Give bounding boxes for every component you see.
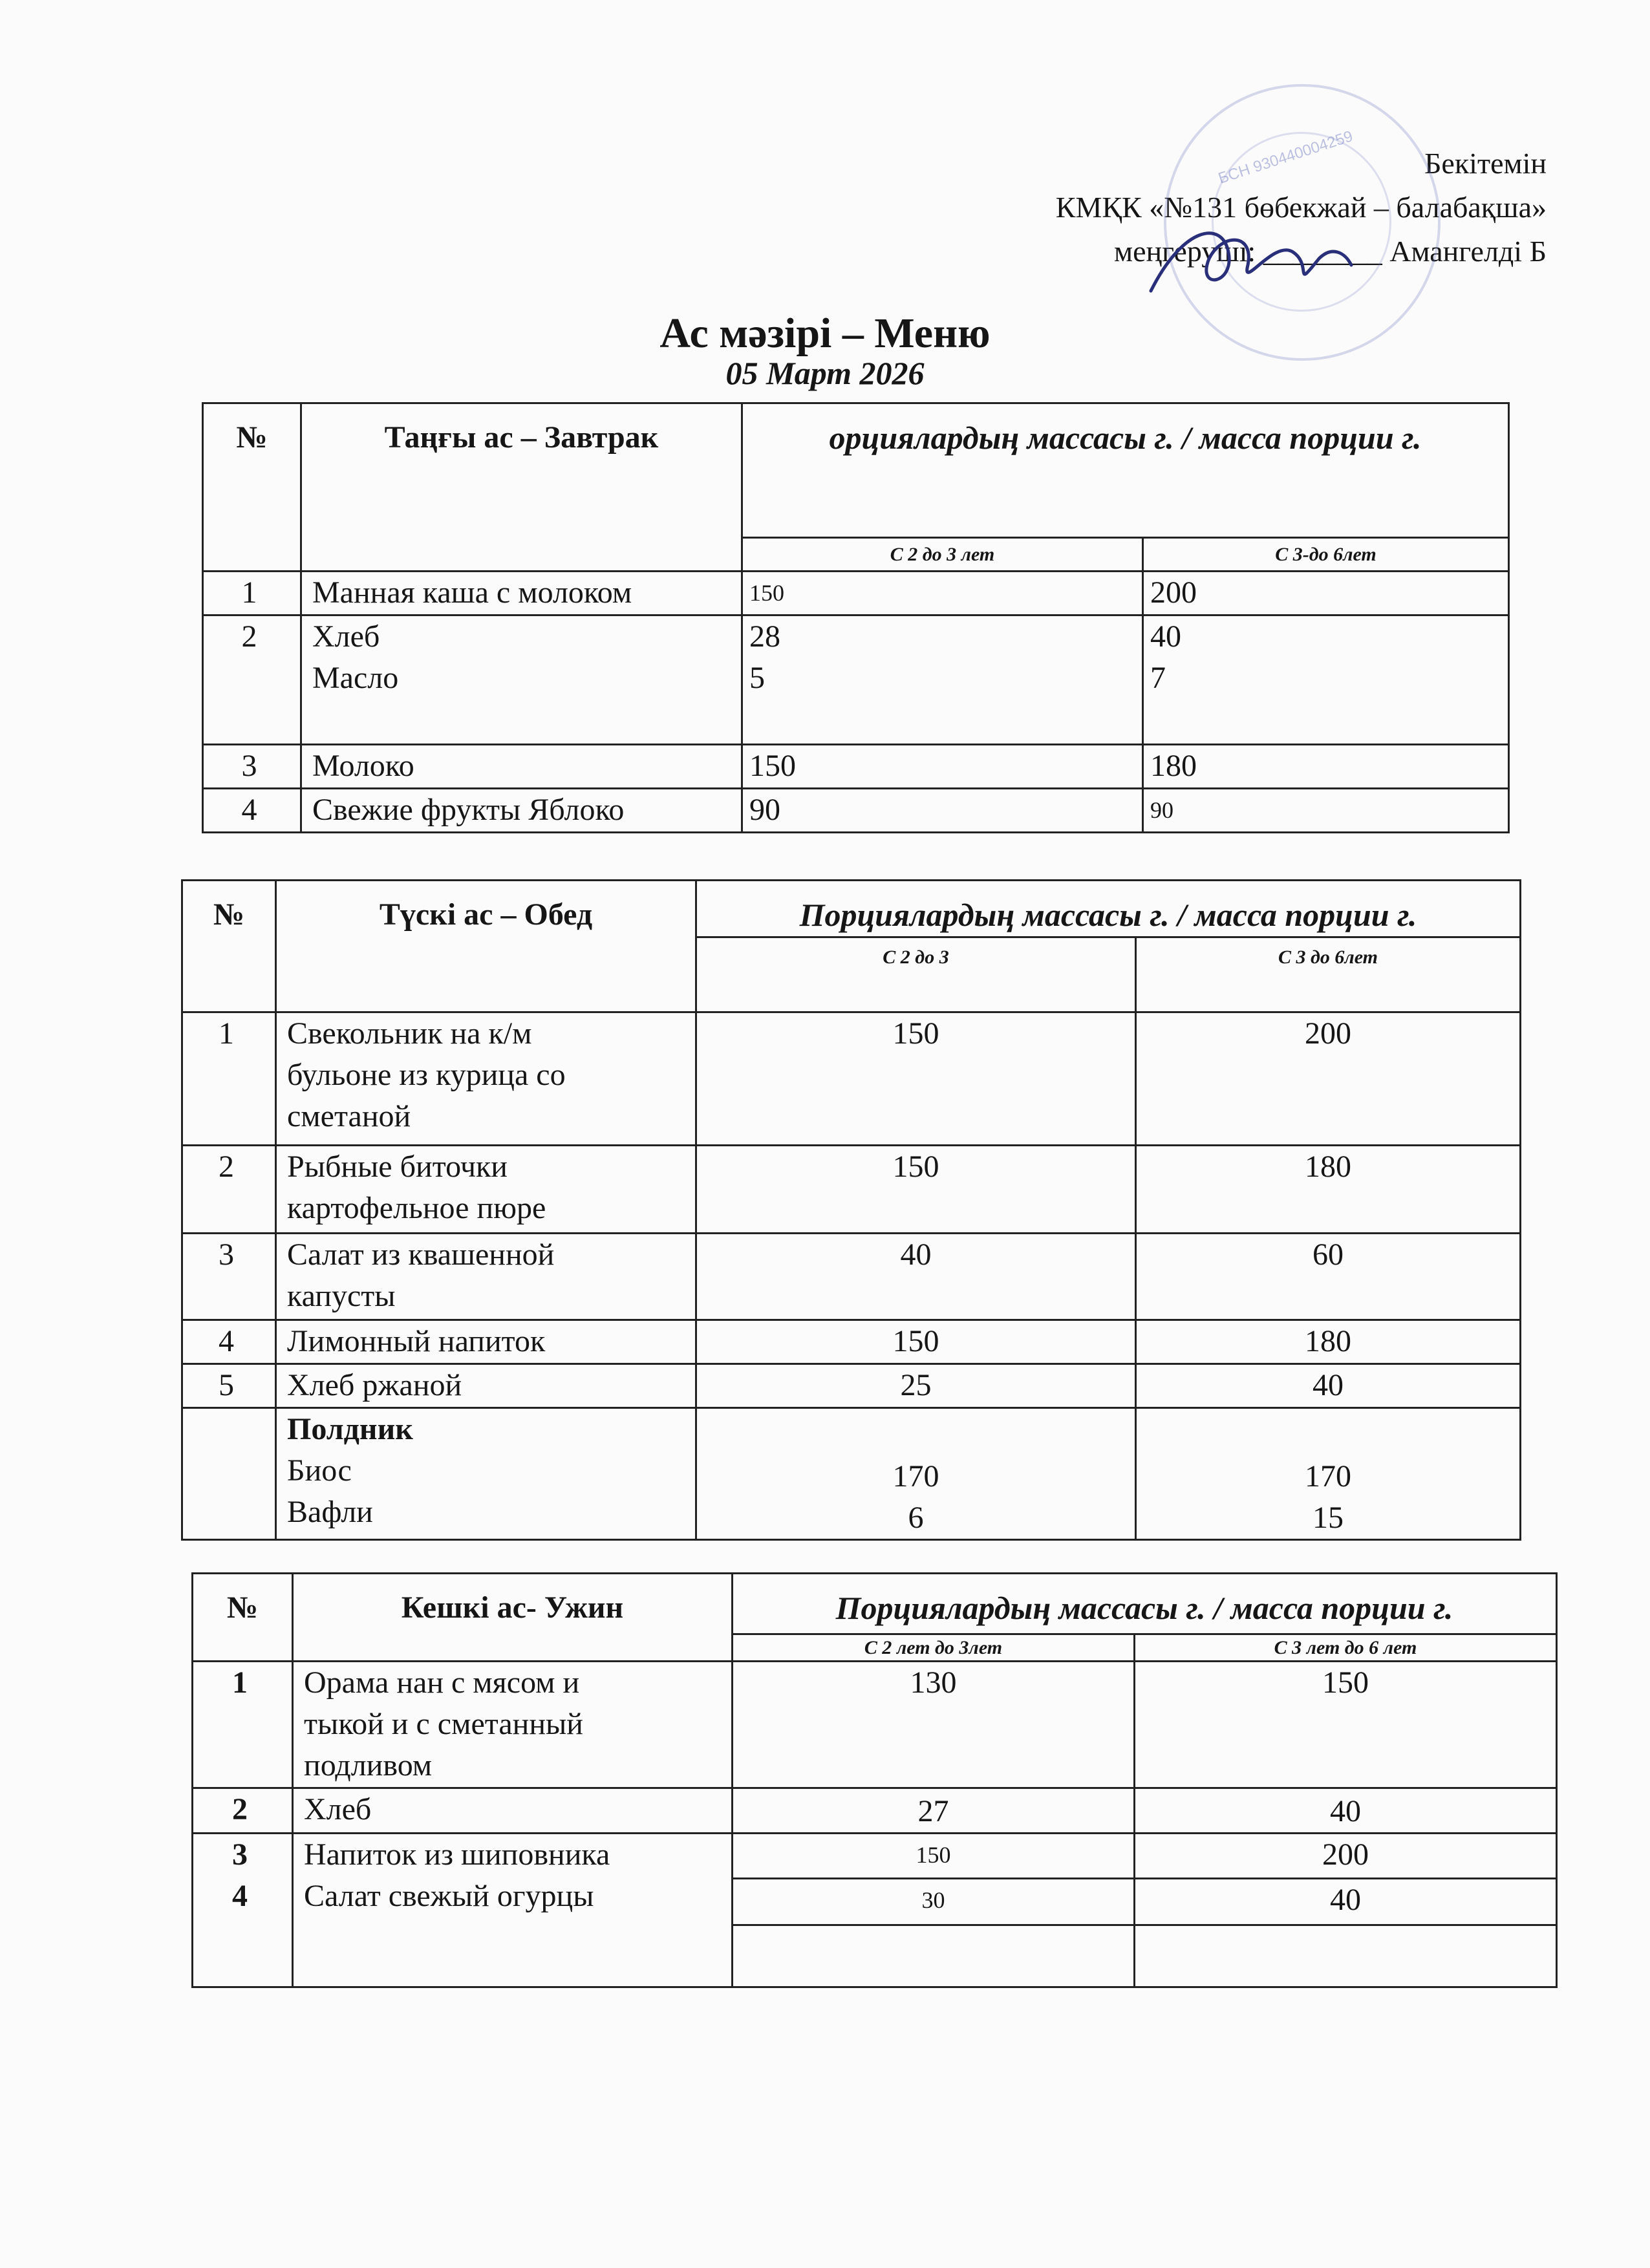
row-number: 3: [203, 745, 301, 789]
row-number-empty: [182, 1408, 276, 1540]
breakfast-meal-header: Таңғы ас – Завтрак: [301, 403, 742, 572]
portion-3-6: 40: [1136, 1364, 1521, 1408]
row-number: 1: [182, 1012, 276, 1146]
row-number: 3 4: [193, 1834, 293, 1987]
approval-head-name: Амангелді Б: [1389, 235, 1547, 268]
row-number: 4: [182, 1320, 276, 1364]
breakfast-age-col1: С 2 до 3 лет: [742, 538, 1143, 572]
table-row: [193, 1834, 1557, 1879]
table-row: [203, 789, 1509, 833]
lunch-mass-header: Порциялардың массасы г. / масса порции г.: [696, 881, 1521, 937]
table-row: [203, 615, 1509, 745]
approval-organization: КМҚК «№131 бөбекжай – балабақша»: [1055, 191, 1547, 224]
dinner-table: [191, 1572, 1558, 1988]
breakfast-num-header: №: [203, 403, 301, 572]
table-row: [203, 572, 1509, 615]
approval-title: Бекітемін: [1424, 147, 1547, 180]
row-number: 5: [182, 1364, 276, 1408]
dish-name: Свекольник на к/м бульоне из курица со сметаной: [276, 1012, 696, 1146]
dish-name: Молоко: [301, 745, 742, 789]
row-number: 2: [193, 1788, 293, 1834]
dish-name: Хлеб Масло: [301, 615, 742, 745]
dish-name: Свежие фрукты Яблоко: [301, 789, 742, 833]
portion-2-3: 130: [733, 1662, 1135, 1788]
portion-2-3: 150: [696, 1146, 1136, 1234]
approval-head-label: меңгеруші:: [1114, 235, 1256, 268]
portion-3-6: 180: [1143, 745, 1509, 789]
portion-2-3: 170 6: [696, 1408, 1136, 1540]
portion-2-3: 150: [733, 1834, 1135, 1879]
breakfast-table: [202, 402, 1510, 833]
portion-2-3: 28 5: [742, 615, 1143, 745]
portion-3-6: 170 15: [1136, 1408, 1521, 1540]
lunch-table: [181, 879, 1521, 1541]
portion-2-3: 30: [733, 1879, 1135, 1925]
table-row: [182, 1234, 1521, 1320]
dish-name: Хлеб ржаной: [276, 1364, 696, 1408]
lunch-age-col2: С 3 до 6лет: [1136, 937, 1521, 1012]
breakfast-header-row: [203, 403, 1509, 538]
portion-3-6: 200: [1136, 1012, 1521, 1146]
portion-2-3: 90: [742, 789, 1143, 833]
dish-name: Лимонный напиток: [276, 1320, 696, 1364]
portion-3-6: 40: [1135, 1879, 1557, 1925]
dinner-header-row: [193, 1574, 1557, 1634]
row-number: 2: [203, 615, 301, 745]
portion-2-3: 25: [696, 1364, 1136, 1408]
stamp-seal-text: БСН 930440004259: [1216, 127, 1355, 187]
dinner-mass-header: Порциялардың массасы г. / масса порции г.: [733, 1574, 1557, 1634]
table-row: [182, 1320, 1521, 1364]
portion-3-6: 180: [1136, 1146, 1521, 1234]
row-number: 1: [193, 1662, 293, 1788]
lunch-meal-header: Түскі ас – Обед: [276, 881, 696, 1012]
table-row: [193, 1662, 1557, 1788]
dinner-age-col1: С 2 лет до 3лет: [733, 1634, 1135, 1662]
row-number: 4: [203, 789, 301, 833]
snack-title: Полдник: [287, 1412, 413, 1446]
dinner-age-col2: С 3 лет до 6 лет: [1135, 1634, 1557, 1662]
breakfast-mass-header: орциялардың массасы г. / масса порции г.: [742, 403, 1509, 538]
portion-3-6: 150: [1135, 1662, 1557, 1788]
table-row: [182, 1364, 1521, 1408]
row-number: 3: [182, 1234, 276, 1320]
portion-2-3: 40: [696, 1234, 1136, 1320]
table-row: [193, 1788, 1557, 1834]
row-number: 2: [182, 1146, 276, 1234]
table-row: [182, 1012, 1521, 1146]
table-row: [182, 1146, 1521, 1234]
portion-2-3: 27: [733, 1788, 1135, 1834]
dish-name: Хлеб: [293, 1788, 733, 1834]
portion-3-6: 200: [1135, 1834, 1557, 1879]
portion-2-3: 150: [742, 572, 1143, 615]
portion-3-6: 90: [1143, 789, 1509, 833]
snack-items: Полдник Биос Вафли: [276, 1408, 696, 1540]
page-title: Ас мәзірі – Меню: [659, 310, 991, 357]
row-number: 1: [203, 572, 301, 615]
dish-name: Рыбные биточки картофельное пюре: [276, 1146, 696, 1234]
dish-name: Орама нан с мясом и тыкой и с сметанный подливом: [293, 1662, 733, 1788]
snack-row: [182, 1408, 1521, 1540]
portion-2-3: 150: [742, 745, 1143, 789]
lunch-age-col1: С 2 до 3: [696, 937, 1136, 1012]
dish-name: Напиток из шиповника Салат свежый огурцы: [293, 1834, 733, 1987]
portion-3-6: 180: [1136, 1320, 1521, 1364]
portion-3-6: 200: [1143, 572, 1509, 615]
empty-cell: [1135, 1925, 1557, 1987]
approval-sign-line: ________: [1263, 235, 1382, 268]
lunch-num-header: №: [182, 881, 276, 1012]
dish-name: Салат из квашенной капусты: [276, 1234, 696, 1320]
portion-3-6: 60: [1136, 1234, 1521, 1320]
portion-2-3: 150: [696, 1320, 1136, 1364]
dish-name: Манная каша с молоком: [301, 572, 742, 615]
table-row: [203, 745, 1509, 789]
portion-2-3: 150: [696, 1012, 1136, 1146]
empty-cell: [733, 1925, 1135, 1987]
dinner-meal-header: Кешкі ас- Ужин: [293, 1574, 733, 1662]
menu-date: 05 Март 2026: [725, 355, 925, 391]
portion-3-6: 40 7: [1143, 615, 1509, 745]
portion-3-6: 40: [1135, 1788, 1557, 1834]
lunch-header-row: [182, 881, 1521, 937]
dinner-num-header: №: [193, 1574, 293, 1662]
breakfast-age-col2: С 3-до 6лет: [1143, 538, 1509, 572]
signature-mark: [1144, 213, 1358, 310]
